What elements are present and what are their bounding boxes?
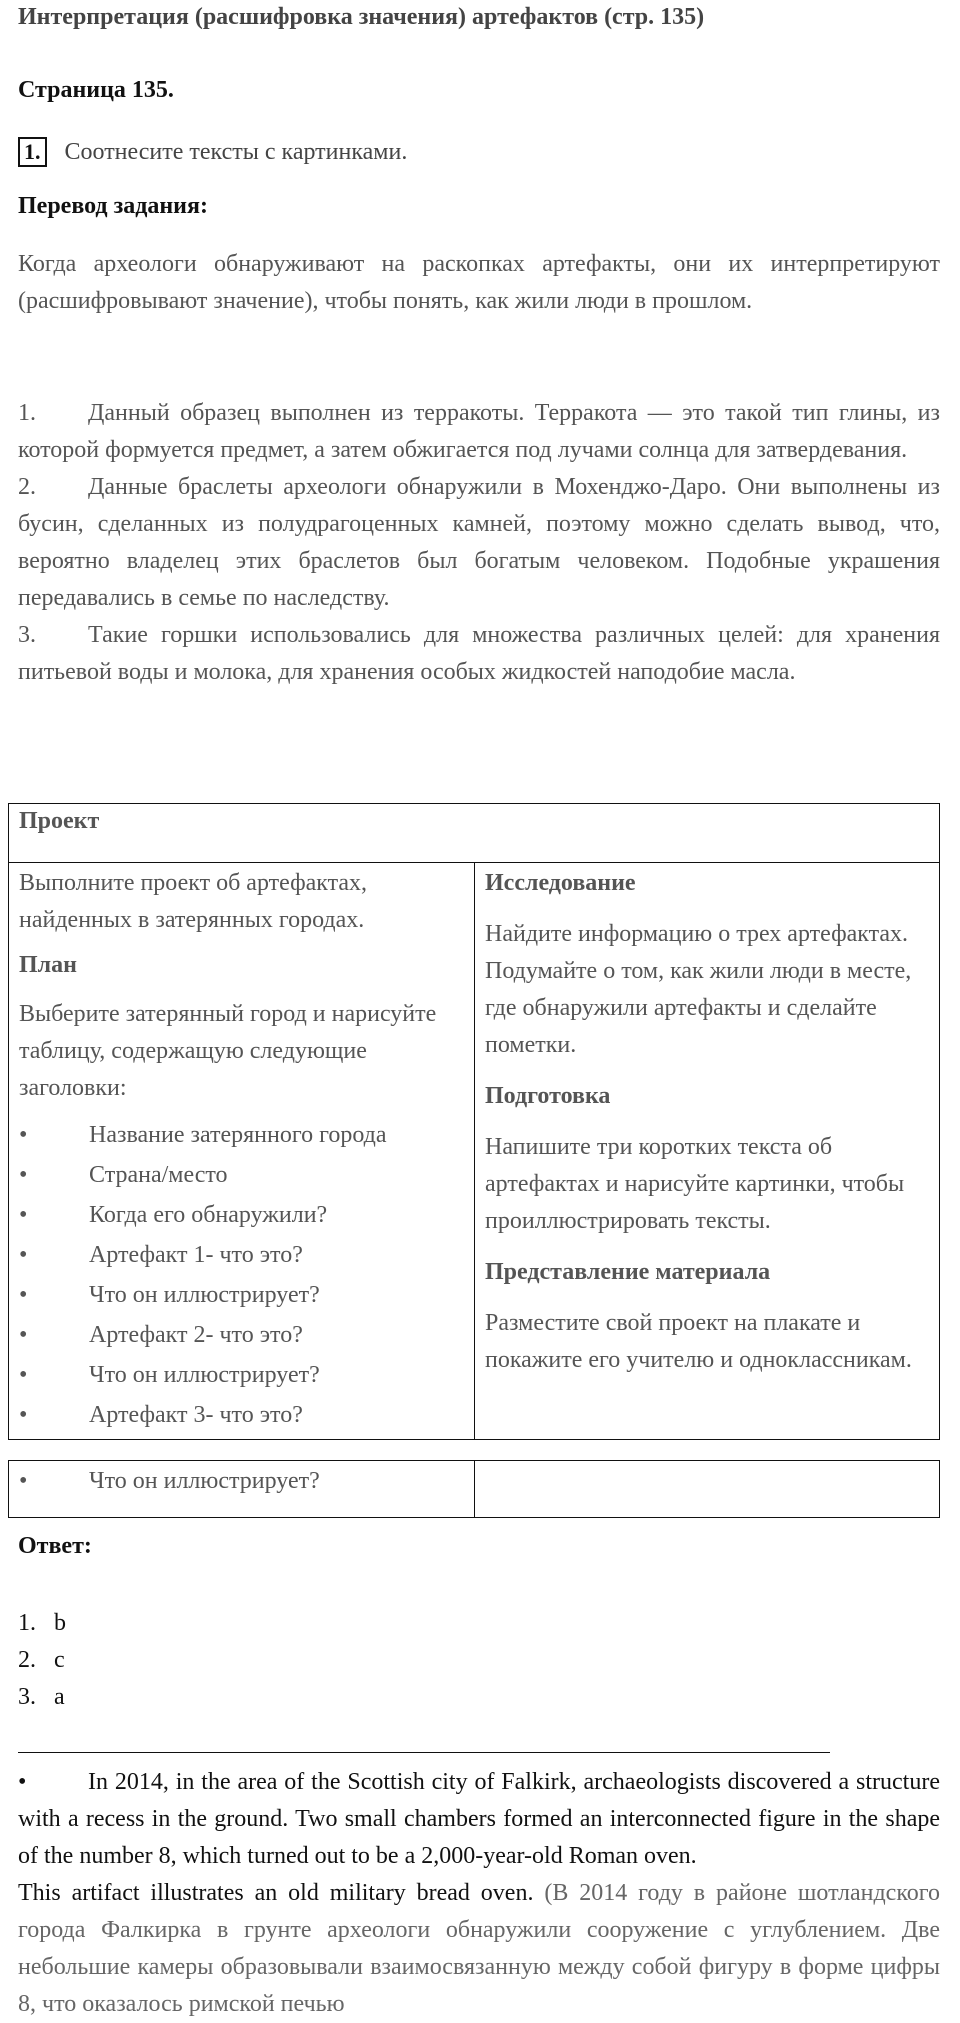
list-item <box>19 1275 464 1315</box>
intro-paragraph: Когда археологи обнаруживают на раскопках артефакты, они их интерпретируют (расшифровывают значение), чтобы понять, как жили люди в прошлом. <box>18 251 940 314</box>
bullet-text: Что он иллюстрирует? <box>89 1362 320 1388</box>
numbered-item <box>18 617 940 691</box>
project-table-continuation <box>8 1460 940 1518</box>
bullet-text: Артефакт 1- что это? <box>89 1242 303 1268</box>
item-number: 2. <box>18 474 36 500</box>
list-item <box>19 1355 464 1395</box>
english-text: This artifact illustrates an old military bread oven. <box>18 1880 534 1906</box>
bullet-icon: • <box>18 1769 27 1795</box>
item-text: Данные браслеты археологи обнаружили в Мохенджо-Даро. Они выполнены из бусин, сделанных из полудрагоценных камней, поэтому можно сделать вывод, что, вероятно владелец этих браслетов был богатым человеком. Подобные украшения передавались в семье по наследству. <box>18 474 940 611</box>
list-item <box>19 1235 464 1275</box>
answer-item <box>18 1679 66 1716</box>
list-item <box>19 1395 464 1435</box>
bullet-icon: • <box>19 1468 28 1494</box>
bullet-text: Что он иллюстрирует? <box>89 1468 320 1494</box>
project-left-cell <box>9 863 475 1440</box>
project-heading-cell <box>9 804 940 863</box>
bullet-text: Страна/место <box>89 1162 228 1188</box>
answer-value: a <box>54 1684 65 1710</box>
list-item <box>19 1155 464 1195</box>
divider <box>18 1752 830 1753</box>
research-text: Найдите информацию о трех артефактах. Подумайте о том, как жили люди в месте, где обнаружили артефакты и сделайте пометки. <box>485 921 912 1058</box>
list-item <box>19 1461 464 1501</box>
bullet-icon: • <box>19 1402 28 1428</box>
bullet-text: Когда его обнаружили? <box>89 1202 328 1228</box>
page-heading: Страница 135. <box>18 77 174 103</box>
answer-item <box>18 1642 66 1679</box>
answer-number: 2. <box>18 1647 36 1673</box>
english-paragraph-2 <box>18 1875 940 2023</box>
english-section <box>18 1764 940 2023</box>
bullet-text: Название затерянного города <box>89 1122 387 1148</box>
list-item <box>19 1115 464 1155</box>
russian-translation: (В 2014 году в районе шотландского города Фалкирка в грунте археологи обнаружили сооружение с углублением. Две небольшие камеры образовывали взаимосвязанную между собой фигуру в форме цифры 8, что оказалось римской печью <box>18 1880 941 2017</box>
list-item <box>19 1195 464 1235</box>
answer-item <box>18 1605 66 1642</box>
answer-value: c <box>54 1647 65 1673</box>
answer-number: 3. <box>18 1684 36 1710</box>
continuation-right-cell <box>475 1461 940 1518</box>
research-heading: Исследование <box>485 870 636 896</box>
list-item <box>19 1315 464 1355</box>
task-number-box: 1. <box>18 137 47 167</box>
item-text: Такие горшки использовались для множества различных целей: для хранения питьевой воды и молока, для хранения особых жидкостей наподобие масла. <box>18 622 940 685</box>
answer-number: 1. <box>18 1610 36 1636</box>
bullet-text: Артефакт 2- что это? <box>89 1322 303 1348</box>
bullet-icon: • <box>19 1122 28 1148</box>
numbered-items <box>18 395 940 691</box>
bullet-text: Что он иллюстрирует? <box>89 1282 320 1308</box>
bullet-text: Артефакт 3- что это? <box>89 1402 303 1428</box>
bullet-icon: • <box>19 1162 28 1188</box>
project-heading: Проект <box>19 808 100 834</box>
english-paragraph-1 <box>18 1764 940 1875</box>
item-text: Данный образец выполнен из терракоты. Терракота — это такой тип глины, из которой формуется предмет, а затем обжигается под лучами солнца для затвердевания. <box>18 400 940 463</box>
translation-label: Перевод задания: <box>18 193 208 219</box>
item-number: 1. <box>18 400 36 426</box>
project-intro: Выполните проект об артефактах, найденных в затерянных городах. <box>19 870 368 933</box>
plan-bullet-list <box>19 1115 464 1435</box>
numbered-item <box>18 469 940 617</box>
project-table <box>8 803 940 1440</box>
task-line <box>18 137 407 167</box>
answer-label: Ответ: <box>18 1533 92 1559</box>
bullet-icon: • <box>19 1242 28 1268</box>
task-instruction: Соотнесите тексты с картинками. <box>64 138 408 165</box>
bullet-icon: • <box>19 1362 28 1388</box>
answer-value: b <box>54 1610 66 1636</box>
present-heading: Представление материала <box>485 1259 771 1285</box>
bullet-icon: • <box>19 1282 28 1308</box>
page-header-title: Интерпретация (расшифровка значения) артефактов (стр. 135) <box>18 4 705 30</box>
answer-list <box>18 1605 66 1716</box>
plan-text: Выберите затерянный город и нарисуйте таблицу, содержащую следующие заголовки: <box>19 1001 437 1101</box>
bullet-icon: • <box>19 1322 28 1348</box>
plan-heading: План <box>19 952 77 978</box>
item-number: 3. <box>18 622 36 648</box>
project-right-cell <box>475 863 940 1440</box>
english-text: In 2014, in the area of the Scottish city of Falkirk, archaeologists discovered a structure with a recess in the ground. Two small chambers formed an interconnected figure in the shape of the number 8, which turned out to be a 2,000-year-old Roman oven. <box>18 1769 940 1869</box>
continuation-left-cell <box>9 1461 475 1518</box>
bullet-icon: • <box>19 1202 28 1228</box>
present-text: Разместите свой проект на плакате и покажите его учителю и одноклассникам. <box>485 1310 912 1373</box>
prep-text: Напишите три коротких текста об артефактах и нарисуйте картинки, чтобы проиллюстрировать тексты. <box>485 1134 905 1234</box>
prep-heading: Подготовка <box>485 1083 611 1109</box>
numbered-item <box>18 395 940 469</box>
